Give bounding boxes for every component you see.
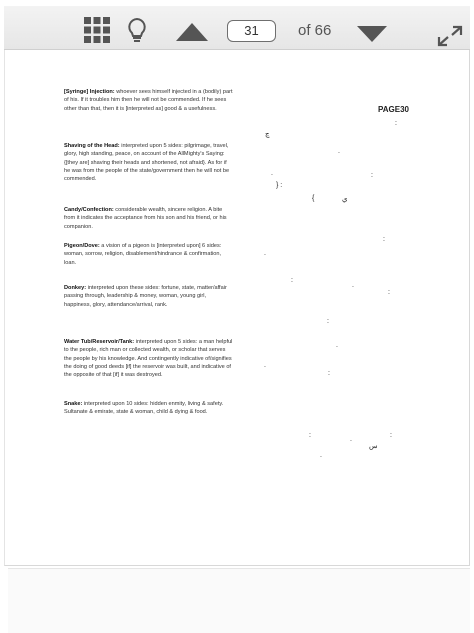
next-page-preview bbox=[8, 568, 470, 633]
scan-mark: . bbox=[320, 452, 322, 459]
grid-icon[interactable] bbox=[84, 17, 110, 43]
scan-mark: : bbox=[388, 289, 390, 296]
entry-shaving: Shaving of the Head: interpreted upon 5 sides: pilgrimage, travel, glory, high standing, peace, on account of the AllMighty's Saying: {[they are] shaving their heads and shortened, not afraid}. As for if he was from the people of the state/government then he will not be commended. bbox=[64, 143, 230, 183]
scan-mark: { bbox=[312, 195, 315, 202]
scan-mark: : bbox=[383, 236, 385, 243]
entry-donkey: Donkey: interpreted upon these sides: fortune, state, matter/affair passing through, leadership & money, woman, young girl, happiness, glory, attendance/arrival, rank. bbox=[64, 285, 227, 308]
scan-mark: س bbox=[369, 443, 378, 450]
scan-mark: : bbox=[395, 120, 397, 127]
page-number-input[interactable]: 31 bbox=[227, 20, 276, 42]
page-label: PAGE30 bbox=[378, 105, 409, 114]
lightbulb-icon[interactable] bbox=[126, 17, 148, 43]
entry-pigeon: Pigeon/Dove: a vision of a pigeon is [interpreted upon] 6 sides: woman, sorrow, religion, disablement/hindrance & confirmation, loan. bbox=[64, 243, 222, 266]
scan-mark: : bbox=[327, 318, 329, 325]
scan-mark: . bbox=[264, 250, 266, 257]
scan-mark: . bbox=[338, 148, 340, 155]
scan-mark: : bbox=[328, 370, 330, 377]
entry-snake: Snake: interpreted upon 10 sides: hidden enmity, living & safety. Sultanate & emirate, state & woman, child & dying & food. bbox=[64, 401, 224, 416]
entry-injection: [Syringe] Injection: whoever sees himself injected in a (bodily) part of his. If it troubles him then he will not be commended. If he sees other than that, then it is [interpreted as] good & a usefulness. bbox=[64, 89, 233, 112]
scan-mark: : bbox=[390, 432, 392, 439]
scan-mark: . bbox=[264, 362, 266, 369]
scan-mark: چ bbox=[265, 131, 270, 138]
scan-mark: : bbox=[291, 277, 293, 284]
viewer-toolbar bbox=[4, 6, 470, 50]
scan-mark: } : bbox=[276, 182, 283, 189]
scan-mark: : bbox=[309, 432, 311, 439]
expand-icon[interactable] bbox=[436, 24, 464, 48]
scan-mark: ي bbox=[342, 196, 348, 203]
entry-candy: Candy/Confection: considerable wealth, sincere religion. A bite from it indicates the acceptance from his son and his friend, or his companion. bbox=[64, 207, 227, 230]
chevron-down-icon[interactable] bbox=[357, 26, 387, 42]
page-total-label: of 66 bbox=[298, 22, 332, 39]
scan-mark: : bbox=[371, 172, 373, 179]
scan-mark: . bbox=[271, 170, 273, 177]
scan-mark: . bbox=[352, 282, 354, 289]
scan-mark: . bbox=[336, 342, 338, 349]
entry-water-tub: Water Tub/Reservoir/Tank: interpreted upon 5 sides: a man helpful to the people, rich man or collected wealth, or scholar that serves the people by his knowledge. And contingently indicative of/signifies the doing of good deeds [if] the reservoir was built, and indicative of the opposite of that [if] it was destroyed. bbox=[64, 339, 233, 379]
scan-mark: . bbox=[350, 436, 352, 443]
chevron-up-icon[interactable] bbox=[176, 23, 208, 41]
